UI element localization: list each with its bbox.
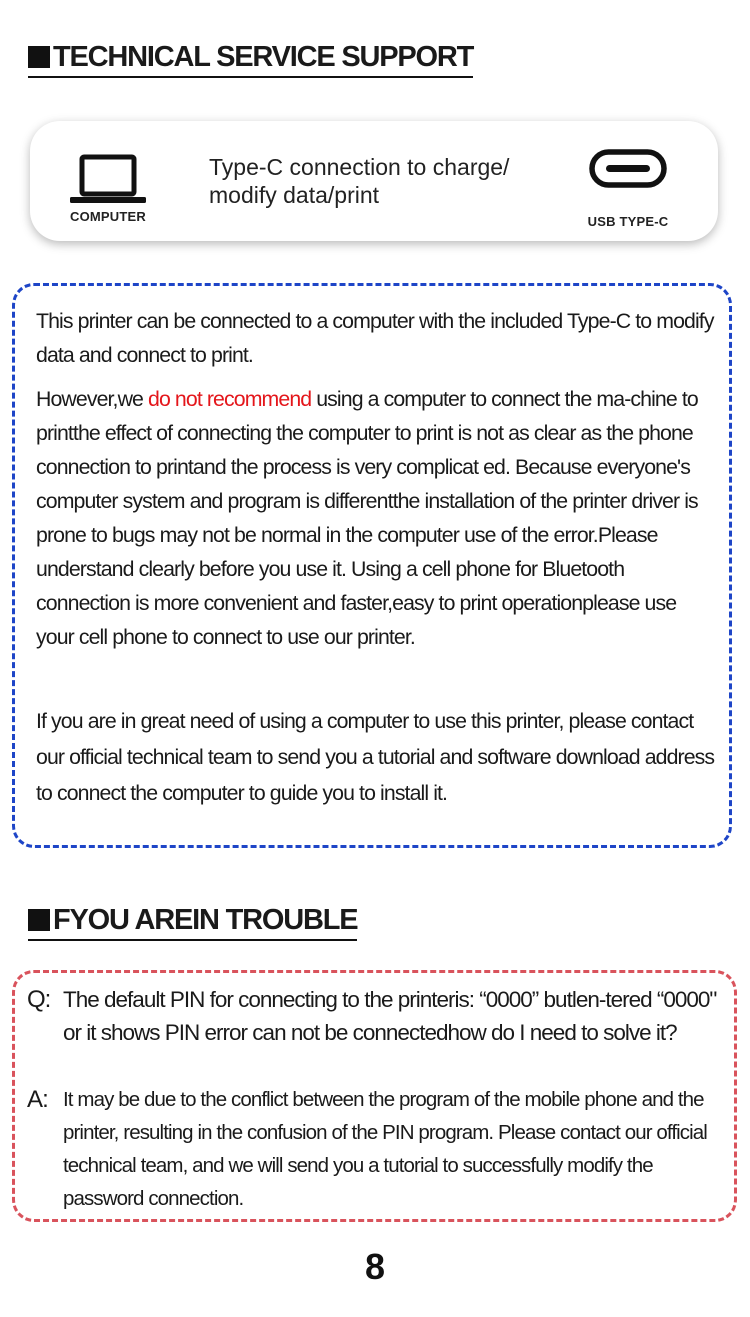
square-bullet-icon xyxy=(28,46,50,68)
computer-label: COMPUTER xyxy=(70,209,146,224)
answer-text: It may be due to the conflict between the program of the mobile phone and the printer, resulting in the confusion of the PIN program. Please contact our official technical team, and we will send you a tutorial to successfully modify the password connection. xyxy=(63,1088,707,1210)
connection-card xyxy=(30,121,718,241)
connection-description: Type-C connection to charge/ modify data/print xyxy=(209,154,510,208)
computer-device xyxy=(68,153,148,224)
section-title-text: TECHNICAL SERVICE SUPPORT xyxy=(53,41,474,73)
square-bullet-icon xyxy=(28,909,50,931)
question-prefix: Q: xyxy=(27,986,51,1013)
page-number: 8 xyxy=(364,1246,386,1287)
faq-question xyxy=(27,983,727,1049)
section-title-text: FYOU AREIN TROUBLE xyxy=(53,904,358,936)
usb-type-c-icon xyxy=(588,149,668,189)
usb-label: USB TYPE-C xyxy=(587,214,669,229)
not-recommend-highlight: do not recommend xyxy=(148,387,312,411)
laptop-icon xyxy=(68,153,148,207)
notice-paragraph-1: This printer can be connected to a computer with the included Type-C to modify data and connect to print. xyxy=(36,309,714,367)
notice-paragraph-2 xyxy=(36,382,716,654)
notice-text-before: However,we xyxy=(36,387,149,411)
computer-connection-notice xyxy=(12,283,732,848)
answer-prefix: A: xyxy=(27,1086,48,1113)
section-title-technical-support xyxy=(28,40,473,78)
faq-answer xyxy=(27,1083,727,1215)
notice-paragraph-3: If you are in great need of using a computer to use this printer, please contact our official technical team to send you a tutorial and software download address to connect the computer to guide you to install it. xyxy=(36,709,715,805)
question-text: The default PIN for connecting to the printeris: “0000” butlen-tered “0000" or it shows PIN error can not be connectedhow do I need to solve it? xyxy=(63,987,717,1045)
faq-box xyxy=(12,970,737,1222)
usb-device xyxy=(582,149,674,229)
notice-text-after: using a computer to connect the ma-chine to printthe effect of connecting the computer to print is not as clear as the phone connection to printand the process is very complicat ed. Because everyone's computer system and program is differentthe installation of the printer driver is prone to bugs may not be normal in the computer use of the error.Please understand clearly before you use it. Using a cell phone for Bluetooth connection is more convenient and faster,easy to print operationplease use your cell phone to connect to use our printer. xyxy=(36,387,698,649)
section-title-trouble xyxy=(28,903,357,941)
